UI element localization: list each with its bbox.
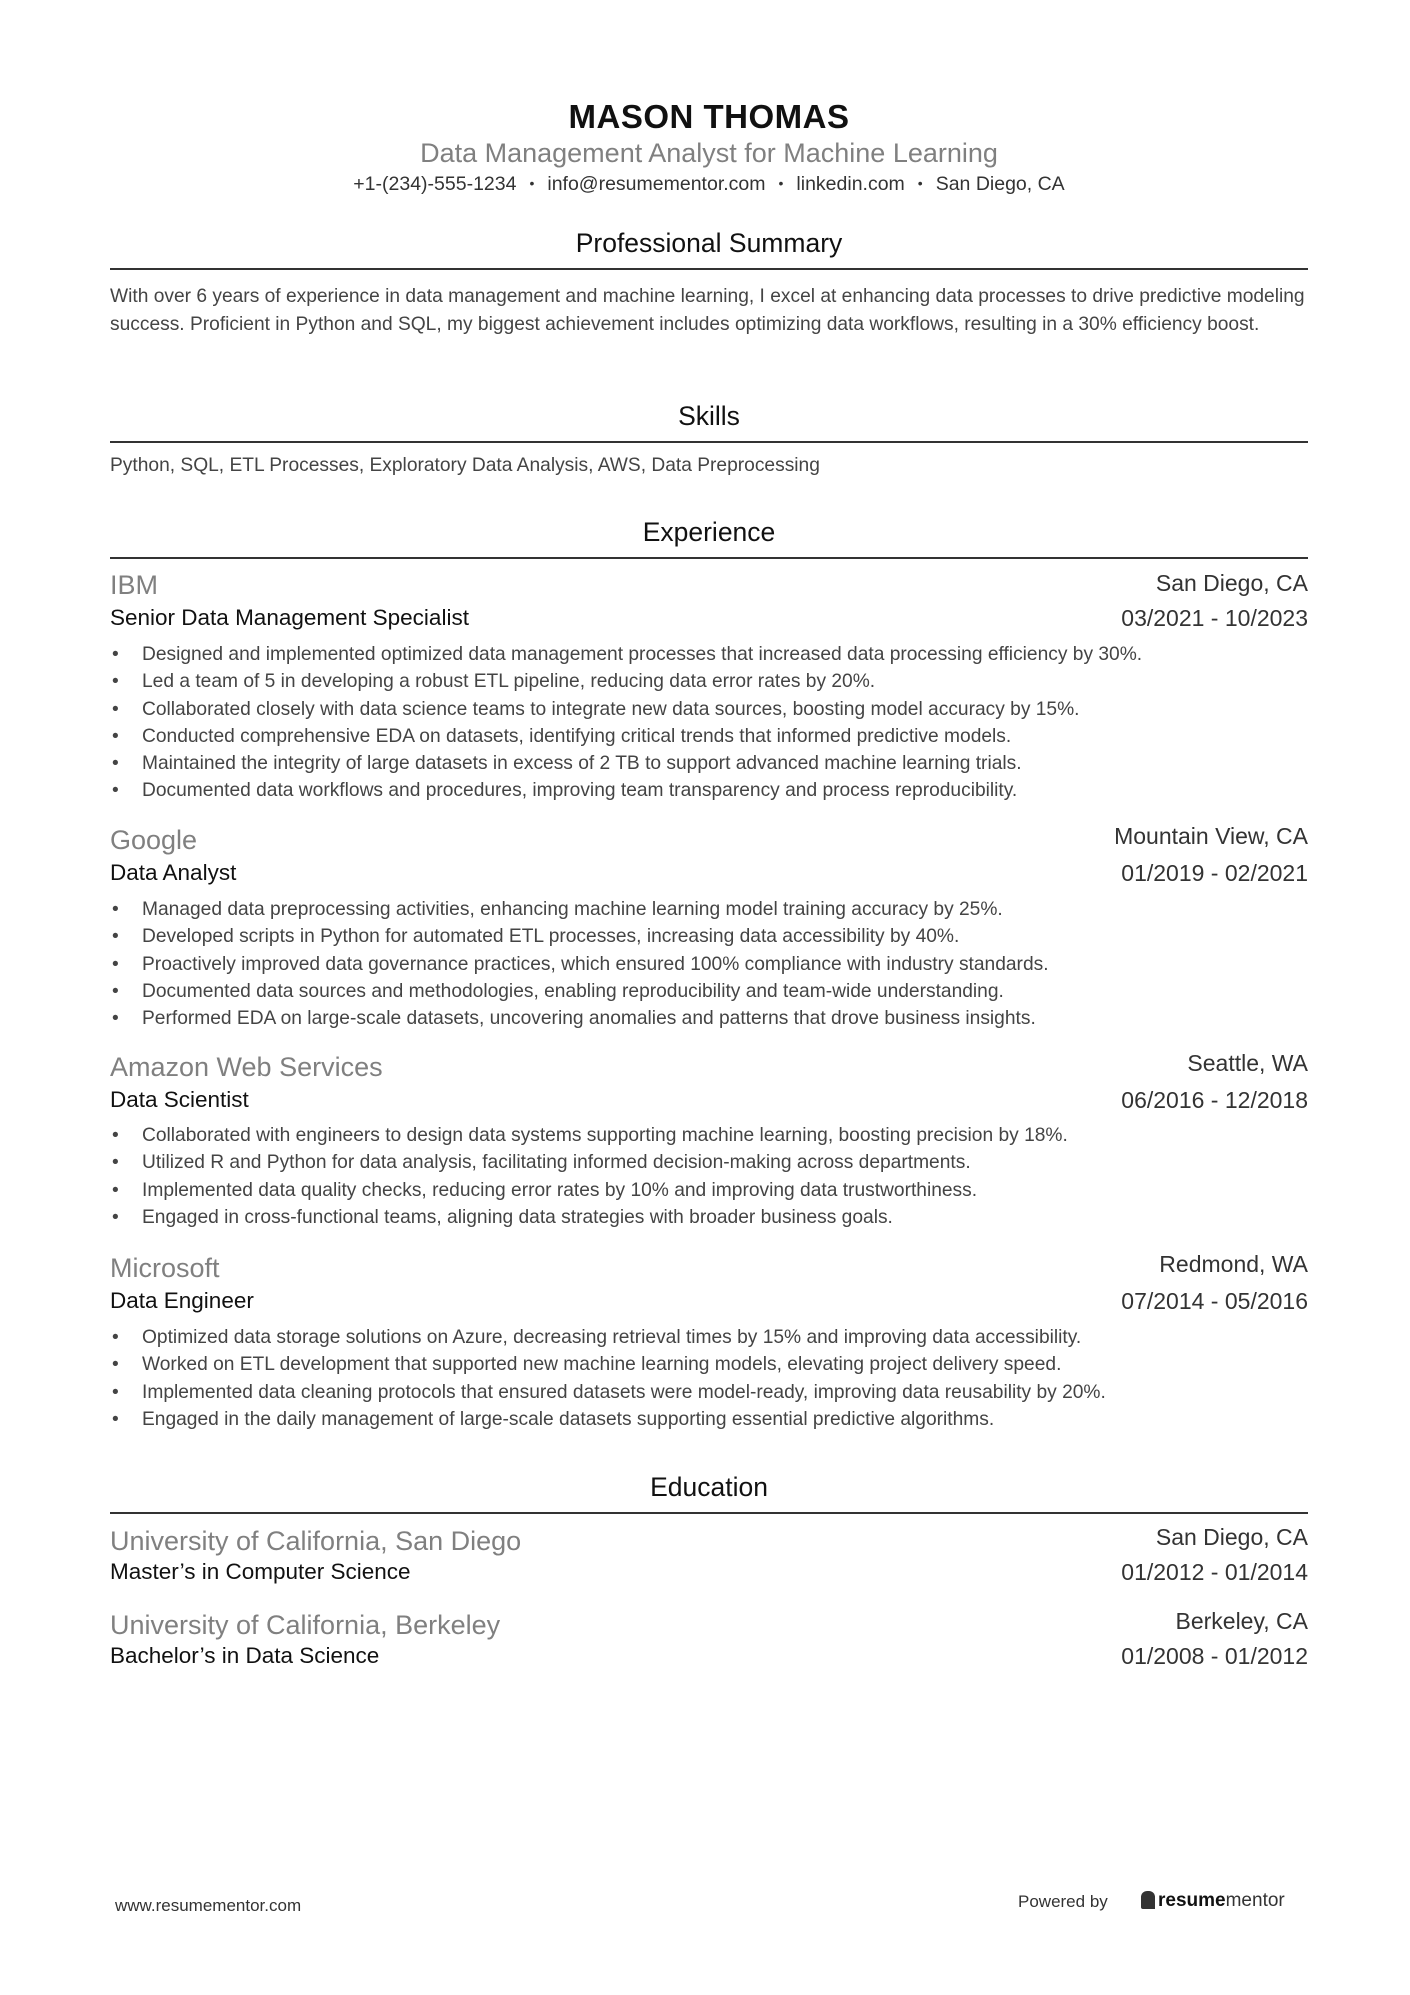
job-bullets: [110, 896, 1308, 1032]
job-bullets: [110, 641, 1308, 805]
job-role: Data Scientist: [110, 1087, 249, 1112]
brand-logo[interactable]: [1141, 1890, 1285, 1912]
list-item: • Performed EDA on large-scale datasets, uncovering anomalies and patterns that drove business insights.: [110, 1005, 1308, 1032]
job-dates: 01/2019 - 02/2021: [1121, 860, 1308, 886]
footer-url[interactable]: www.resumementor.com: [115, 1896, 302, 1915]
school-location: San Diego, CA: [1155, 1524, 1308, 1550]
list-item: • Collaborated with engineers to design data systems supporting machine learning, boosting precision by 18%.: [110, 1122, 1308, 1149]
list-item: • Documented data workflows and procedures, improving team transparency and process reproducibility.: [110, 777, 1308, 804]
job-dates: 03/2021 - 10/2023: [1121, 605, 1308, 631]
list-item: • Managed data preprocessing activities, enhancing machine learning model training accuracy by 25%.: [110, 896, 1308, 923]
location: San Diego, CA: [935, 173, 1065, 195]
job-bullets: [110, 1122, 1308, 1231]
education-heading: Education: [650, 1472, 768, 1502]
job-role: Data Engineer: [110, 1288, 254, 1313]
candidate-name: MASON THOMAS: [568, 98, 850, 135]
education-dates: 01/2008 - 01/2012: [1121, 1643, 1308, 1669]
list-item: • Optimized data storage solutions on Azure, decreasing retrieval times by 15% and improving data accessibility.: [110, 1324, 1308, 1351]
job-bullets: [110, 1324, 1308, 1433]
list-item: • Implemented data quality checks, reducing error rates by 10% and improving data trustworthiness.: [110, 1177, 1308, 1204]
list-item: • Maintained the integrity of large datasets in excess of 2 TB to support advanced machine learning trials.: [110, 750, 1308, 777]
job-dates: 06/2016 - 12/2018: [1121, 1087, 1308, 1113]
degree: Master’s in Computer Science: [110, 1559, 411, 1584]
school-name: University of California, Berkeley: [110, 1610, 501, 1640]
summary-text: With over 6 years of experience in data management and machine learning, I excel at enhancing data processes to drive predictive modeling success. Proficient in Python and SQL, my biggest achievement includes optimizing data workflows, resulting in a 30% efficiency boost.: [110, 286, 1305, 335]
job-dates: 07/2014 - 05/2016: [1121, 1288, 1308, 1314]
company-name: IBM: [110, 570, 159, 600]
company-name: Microsoft: [110, 1253, 220, 1283]
skills-heading: Skills: [678, 401, 740, 431]
section-divider: [110, 557, 1308, 559]
skills-text: Python, SQL, ETL Processes, Exploratory Data Analysis, AWS, Data Preprocessing: [110, 455, 820, 476]
job-location: San Diego, CA: [1155, 570, 1308, 596]
list-item: • Designed and implemented optimized data management processes that increased data processing efficiency by 30%.: [110, 641, 1308, 668]
school-location: Berkeley, CA: [1175, 1608, 1308, 1634]
education-dates: 01/2012 - 01/2014: [1121, 1559, 1308, 1585]
separator: •: [917, 175, 923, 191]
section-divider: [110, 1512, 1308, 1514]
section-divider: [110, 268, 1308, 270]
email-link[interactable]: info@resumementor.com: [547, 173, 766, 195]
list-item: • Engaged in cross-functional teams, aligning data strategies with broader business goals.: [110, 1204, 1308, 1231]
list-item: • Developed scripts in Python for automated ETL processes, increasing data accessibility by 40%.: [110, 923, 1308, 950]
list-item: • Collaborated closely with data science teams to integrate new data sources, boosting model accuracy by 15%.: [110, 696, 1308, 723]
job-location: Mountain View, CA: [1114, 823, 1308, 849]
company-name: Amazon Web Services: [110, 1052, 383, 1082]
experience-heading: Experience: [642, 517, 776, 547]
linkedin-link[interactable]: linkedin.com: [796, 173, 905, 195]
brand-name-bold: resume: [1158, 1890, 1226, 1911]
phone: +1-(234)-555-1234: [353, 173, 517, 195]
list-item: • Worked on ETL development that supported new machine learning models, elevating project delivery speed.: [110, 1351, 1308, 1378]
list-item: • Conducted comprehensive EDA on datasets, identifying critical trends that informed predictive models.: [110, 723, 1308, 750]
brand-logo-icon: [1141, 1891, 1155, 1909]
list-item: • Utilized R and Python for data analysis, facilitating informed decision-making across departments.: [110, 1149, 1308, 1176]
job-location: Redmond, WA: [1159, 1251, 1308, 1277]
job-role: Senior Data Management Specialist: [110, 605, 469, 630]
list-item: • Documented data sources and methodologies, enabling reproducibility and team-wide understanding.: [110, 978, 1308, 1005]
summary-heading: Professional Summary: [575, 228, 843, 258]
list-item: • Engaged in the daily management of large-scale datasets supporting essential predictive algorithms.: [110, 1406, 1308, 1433]
job-role: Data Analyst: [110, 860, 237, 885]
school-name: University of California, San Diego: [110, 1526, 522, 1556]
job-location: Seattle, WA: [1187, 1050, 1308, 1076]
candidate-title: Data Management Analyst for Machine Learning: [420, 138, 998, 168]
list-item: • Implemented data cleaning protocols that ensured datasets were model-ready, improving data reusability by 20%.: [110, 1379, 1308, 1406]
company-name: Google: [110, 825, 198, 855]
list-item: • Proactively improved data governance practices, which ensured 100% compliance with industry standards.: [110, 951, 1308, 978]
section-divider: [110, 441, 1308, 443]
separator: •: [778, 175, 784, 191]
powered-by-label: Powered by: [1018, 1892, 1108, 1911]
separator: •: [529, 175, 535, 191]
contact-line: [110, 173, 1308, 196]
list-item: • Led a team of 5 in developing a robust ETL pipeline, reducing data error rates by 20%.: [110, 668, 1308, 695]
brand-name-rest: mentor: [1225, 1890, 1285, 1911]
degree: Bachelor’s in Data Science: [110, 1643, 380, 1668]
